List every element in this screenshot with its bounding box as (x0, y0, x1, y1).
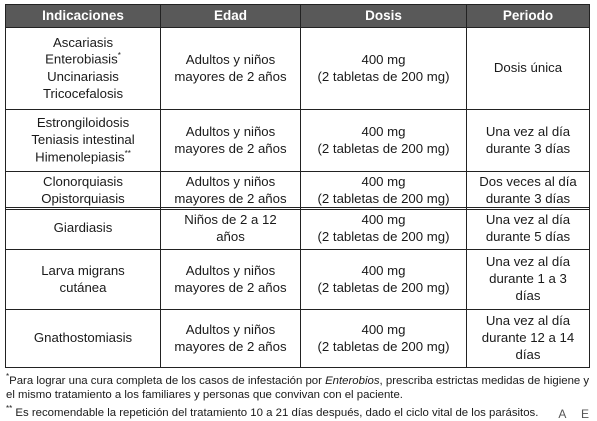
cell-dosis (301, 172, 467, 210)
cell-periodo-line (470, 124, 586, 141)
header-indicaciones: Indicaciones (6, 5, 161, 28)
cell-indicacion (6, 310, 161, 368)
cell-indicacion (6, 28, 161, 110)
cell-indicacion-line (9, 220, 157, 237)
cell-indicacion-line (9, 69, 157, 86)
cell-periodo-line (470, 141, 586, 158)
cell-edad-text: Adultos y niños (185, 173, 276, 189)
cell-indicacion-text: Opistorquiasis (41, 190, 125, 206)
cell-edad-line (164, 124, 297, 141)
cell-indicacion-line (9, 35, 157, 52)
cell-dosis-text: 400 mg (361, 51, 406, 67)
cell-indicacion-text: Clonorquiasis (43, 173, 123, 189)
cell-dosis-text: (2 tabletas de 200 mg) (317, 68, 450, 84)
cell-dosis-text: (2 tabletas de 200 mg) (317, 190, 450, 206)
cell-periodo (467, 208, 590, 250)
cell-indicacion-text: Tricocefalosis (42, 85, 124, 101)
cell-indicacion-text: Himenolepiasis (35, 149, 125, 165)
footnote-repetition (6, 404, 594, 420)
cell-periodo-text: Dosis única (493, 60, 563, 76)
cell-indicacion-text: Enterobiasis (45, 51, 118, 67)
cell-indicacion-text: Giardiasis (53, 220, 113, 236)
cell-edad-line (164, 263, 297, 280)
cell-indicacion-text: Estrongiloidosis (36, 114, 130, 130)
cell-periodo-line (470, 347, 586, 364)
cell-dosis-line (304, 124, 463, 141)
table-row (6, 110, 590, 172)
cell-edad-line (164, 174, 297, 191)
cell-periodo (467, 172, 590, 210)
table-row (6, 250, 590, 310)
cell-indicacion-line (9, 115, 157, 132)
dosage-table-top (5, 4, 590, 210)
cell-periodo-line (470, 229, 586, 246)
cell-edad-line (164, 339, 297, 356)
cell-edad (161, 208, 301, 250)
cell-edad-text: mayores de 2 años (174, 338, 287, 354)
footnote-enterobios (6, 372, 594, 402)
cell-periodo-text: durante 12 a 14 (481, 330, 575, 346)
cell-periodo-text: Una vez al día (485, 123, 571, 139)
cell-indicacion-line (9, 280, 157, 297)
cell-edad-text: Adultos y niños (185, 321, 276, 337)
cell-dosis-line (304, 322, 463, 339)
cell-periodo-line (470, 330, 586, 347)
cell-edad-text: mayores de 2 años (174, 68, 287, 84)
cell-periodo-line (470, 212, 586, 229)
cell-edad (161, 172, 301, 210)
cell-periodo-text: durante 3 días (485, 140, 571, 156)
cell-indicacion (6, 250, 161, 310)
cell-dosis-line (304, 339, 463, 356)
cell-edad-line (164, 69, 297, 86)
cell-dosis (301, 110, 467, 172)
cell-indicacion-line (9, 86, 157, 103)
cell-indicacion (6, 172, 161, 210)
cell-periodo-text: durante 3 días (485, 190, 571, 206)
table-row (6, 28, 590, 110)
cell-indicacion-line (9, 149, 157, 166)
cell-periodo-line (470, 313, 586, 330)
cell-dosis-text: 400 mg (361, 123, 406, 139)
cell-edad-line (164, 322, 297, 339)
cell-dosis-text: (2 tabletas de 200 mg) (317, 279, 450, 295)
cell-periodo-line (470, 60, 586, 77)
cell-periodo-text: días (515, 287, 541, 303)
cell-edad-text: Niños de 2 a 12 (184, 211, 277, 227)
footnote-text: Para lograr una cura completa de los casos de infestación por (9, 374, 326, 387)
cell-periodo-text: días (515, 346, 541, 362)
cell-dosis-line (304, 280, 463, 297)
cell-edad-text: Adultos y niños (185, 51, 276, 67)
cell-indicacion-line (9, 132, 157, 149)
cell-indicacion-line (9, 51, 157, 68)
header-dosis: Dosis (301, 5, 467, 28)
footnote-reference: ** (124, 148, 131, 158)
cell-dosis-line (304, 141, 463, 158)
cell-edad-line (164, 229, 297, 246)
cell-edad-text: años (216, 228, 245, 244)
header-periodo: Periodo (467, 5, 590, 28)
cell-periodo (467, 250, 590, 310)
footnote-reference: * (117, 51, 121, 61)
footnote-italic-term: Enterobios (325, 374, 380, 387)
cell-periodo-text: Una vez al día (485, 211, 571, 227)
cell-dosis-line (304, 52, 463, 69)
cell-dosis (301, 310, 467, 368)
cell-dosis-line (304, 69, 463, 86)
cell-periodo-text: durante 1 a 3 (489, 271, 567, 287)
cell-edad-text: mayores de 2 años (174, 279, 287, 295)
cell-dosis (301, 250, 467, 310)
cell-dosis-line (304, 263, 463, 280)
table-row (6, 172, 590, 210)
cell-edad-line (164, 280, 297, 297)
cell-edad (161, 250, 301, 310)
cell-dosis-line (304, 212, 463, 229)
table-header-row (6, 5, 590, 28)
logo-fragment: A E (558, 407, 595, 421)
cell-dosis-text: 400 mg (361, 173, 406, 189)
cell-edad-text: mayores de 2 años (174, 190, 287, 206)
cell-indicacion-text: Teniasis intestinal (31, 131, 135, 147)
dosage-table-bottom (5, 207, 590, 368)
cell-periodo-text: Dos veces al día (479, 173, 577, 189)
footnote-text: Es recomendable la repetición del tratamiento 10 a 21 días después, dado el ciclo vital de los parásitos. (12, 406, 539, 419)
header-edad: Edad (161, 5, 301, 28)
cell-periodo (467, 310, 590, 368)
cell-dosis-text: (2 tabletas de 200 mg) (317, 228, 450, 244)
footnote-mark: ** (6, 404, 13, 413)
cell-indicacion-text: Uncinariasis (47, 68, 119, 84)
cell-periodo-line (470, 288, 586, 305)
cell-indicacion (6, 110, 161, 172)
cell-indicacion-text: cutánea (59, 279, 107, 295)
cell-dosis (301, 28, 467, 110)
cell-indicacion-line (9, 174, 157, 191)
cell-edad (161, 110, 301, 172)
cell-dosis-line (304, 191, 463, 208)
table-row (6, 310, 590, 368)
cell-periodo (467, 28, 590, 110)
cell-periodo (467, 110, 590, 172)
cell-periodo-line (470, 191, 586, 208)
cell-dosis-text: (2 tabletas de 200 mg) (317, 140, 450, 156)
cell-edad-text: Adultos y niños (185, 262, 276, 278)
cell-edad (161, 28, 301, 110)
cell-dosis-line (304, 174, 463, 191)
cell-edad-text: Adultos y niños (185, 123, 276, 139)
footnote-mark: * (6, 372, 10, 381)
cell-indicacion-line (9, 191, 157, 208)
cell-indicacion (6, 208, 161, 250)
cell-indicacion-line (9, 263, 157, 280)
cell-indicacion-text: Gnathostomiasis (33, 330, 133, 346)
cell-periodo-text: Una vez al día (485, 313, 571, 329)
cell-periodo-text: Una vez al día (485, 254, 571, 270)
footnote-text: , prescriba estrictas medidas de higiene y el mismo tratamiento a los familiares y personas que convivan con el paciente. (6, 374, 590, 402)
cell-dosis-text: (2 tabletas de 200 mg) (317, 338, 450, 354)
cell-indicacion-text: Larva migrans (41, 262, 125, 278)
cell-edad-line (164, 52, 297, 69)
cell-periodo-text: durante 5 días (485, 228, 571, 244)
cell-dosis-line (304, 229, 463, 246)
cell-edad-text: mayores de 2 años (174, 140, 287, 156)
cell-edad-line (164, 141, 297, 158)
cell-dosis-text: 400 mg (361, 321, 406, 337)
cell-periodo-line (470, 271, 586, 288)
table-row (6, 208, 590, 250)
cell-edad-line (164, 191, 297, 208)
cell-indicacion-line (9, 330, 157, 347)
cell-periodo-line (470, 254, 586, 271)
cell-edad-line (164, 212, 297, 229)
cell-periodo-line (470, 174, 586, 191)
cell-dosis-text: 400 mg (361, 211, 406, 227)
cell-dosis-text: 400 mg (361, 262, 406, 278)
cell-indicacion-text: Ascariasis (52, 34, 114, 50)
cell-edad (161, 310, 301, 368)
cell-dosis (301, 208, 467, 250)
